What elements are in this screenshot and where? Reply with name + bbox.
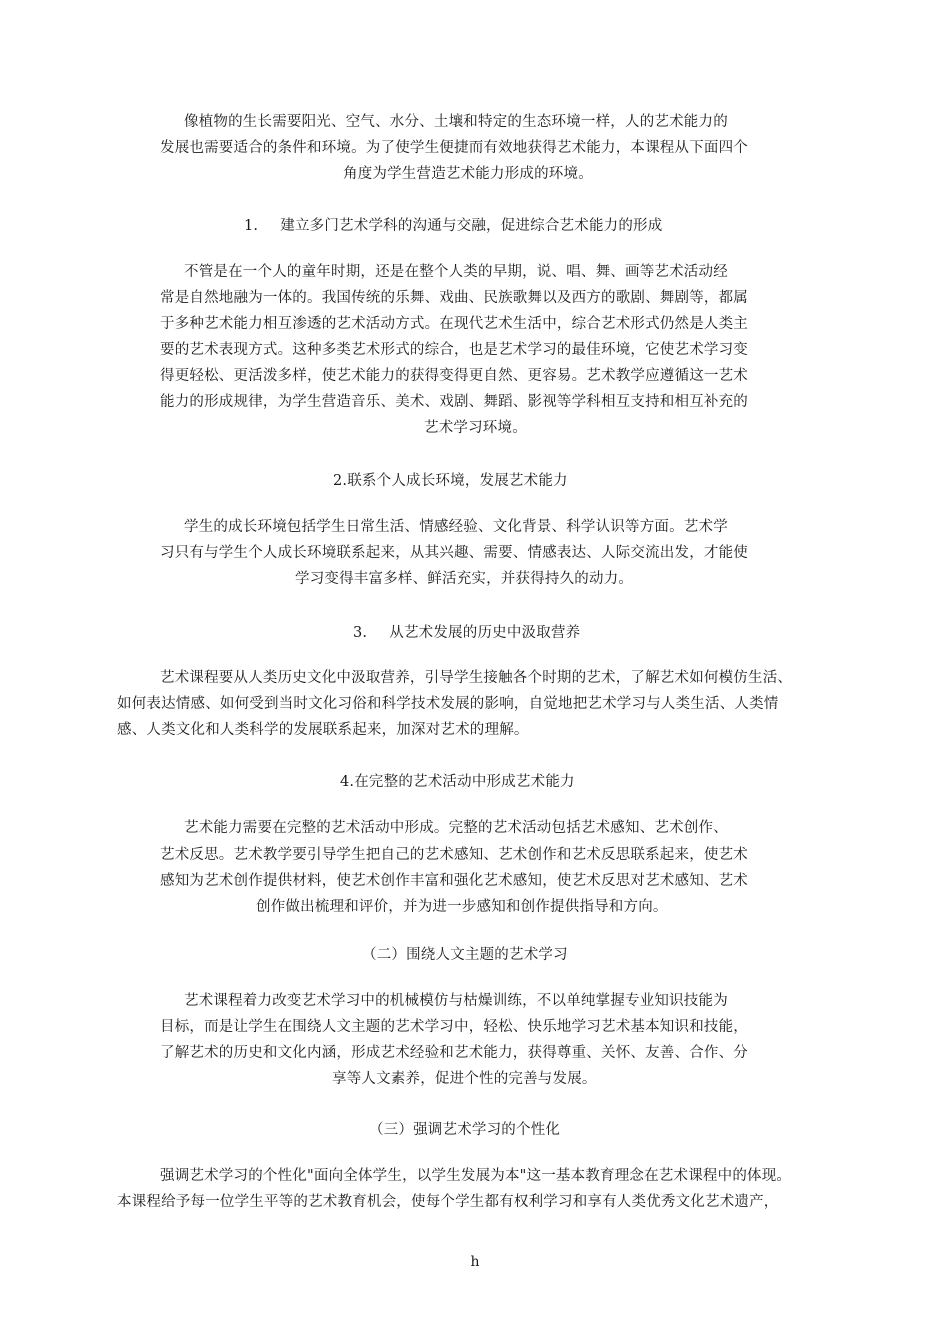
heading-1-number: 1. [244, 218, 259, 234]
para-2-line-2: 习只有与学生个人成长环境联系起来，从其兴趣、需要、情感表达、人际交流出发，才能使 [160, 545, 748, 561]
heading-5: （二）围绕人文主题的艺术学习 [362, 947, 568, 963]
para-6-line-1: 强调艺术学习的个性化"面向全体学生，以学生发展为本"这一基本教育理念在艺术课程中的体现。 [160, 1168, 792, 1184]
para-4-line-2: 艺术反思。艺术教学要引导学生把自己的艺术感知、艺术创作和艺术反思联系起来，使艺术 [160, 847, 748, 863]
para-2-line-3: 学习变得丰富多样、鲜活充实，并获得持久的动力。 [295, 571, 634, 587]
para-1-line-5: 得更轻松、更活泼多样，使艺术能力的获得变得更自然、更容易。艺术教学应遵循这一艺术 [160, 368, 748, 384]
para-6-line-2: 本课程给予每一位学生平等的艺术教育机会，使每个学生都有权利学习和享有人类优秀文化艺术遗产， [117, 1194, 779, 1210]
heading-3-number: 3. [353, 625, 368, 641]
para-4-line-3: 感知为艺术创作提供材料，使艺术创作丰富和强化艺术感知，使艺术反思对艺术感知、艺术 [160, 873, 748, 889]
para-1-line-4: 要的艺术表现方式。这种多类艺术形式的综合，也是艺术学习的最佳环境，它使艺术学习变 [160, 342, 748, 358]
heading-3-text: 从艺术发展的历史中汲取营养 [389, 625, 581, 641]
intro-line-3: 角度为学生营造艺术能力形成的环境。 [343, 166, 593, 182]
para-5-line-1: 艺术课程着力改变艺术学习中的机械模仿与枯燥训练，不以单纯掌握专业知识技能为 [184, 993, 728, 1009]
para-5-line-3: 了解艺术的历史和文化内涵，形成艺术经验和艺术能力，获得尊重、关怀、友善、合作、分 [160, 1045, 748, 1061]
heading-2: 2.联系个人成长环境，发展艺术能力 [333, 473, 568, 489]
para-3-line-1: 艺术课程要从人类历史文化中汲取营养，引导学生接触各个时期的艺术，了解艺术如何模仿生活、 [160, 670, 793, 686]
para-2-line-1: 学生的成长环境包括学生日常生活、情感经验、文化背景、科学认识等方面。艺术学 [184, 519, 728, 535]
para-1-line-2: 常是自然地融为一体的。我国传统的乐舞、戏曲、民族歌舞以及西方的歌剧、舞剧等，都属 [160, 290, 748, 306]
heading-1-text: 建立多门艺术学科的沟通与交融，促进综合艺术能力的形成 [280, 218, 663, 234]
intro-line-2: 发展也需要适合的条件和环境。为了使学生便捷而有效地获得艺术能力，本课程从下面四个 [160, 140, 748, 156]
para-1-line-7: 艺术学习环境。 [424, 420, 527, 436]
para-4-line-4: 创作做出梳理和评价，并为进一步感知和创作提供指导和方向。 [256, 899, 668, 915]
para-1-line-3: 于多种艺术能力相互渗透的艺术活动方式。在现代艺术生活中，综合艺术形式仍然是人类主 [160, 316, 748, 332]
page-footer: h [470, 1254, 480, 1270]
para-4-line-1: 艺术能力需要在完整的艺术活动中形成。完整的艺术活动包括艺术感知、艺术创作、 [184, 820, 728, 836]
heading-6: （三）强调艺术学习的个性化 [369, 1122, 561, 1138]
intro-line-1: 像植物的生长需要阳光、空气、水分、土壤和特定的生态环境一样，人的艺术能力的 [184, 114, 728, 130]
para-1-line-6: 能力的形成规律，为学生营造音乐、美术、戏剧、舞蹈、影视等学科相互支持和相互补充的 [160, 394, 748, 410]
para-3-line-3: 感、人类文化和人类科学的发展联系起来，加深对艺术的理解。 [117, 722, 529, 738]
para-3-line-2: 如何表达情感、如何受到当时文化习俗和科学技术发展的影响，自觉地把艺术学习与人类生活、人类情 [117, 696, 779, 712]
para-5-line-2: 目标，而是让学生在围绕人文主题的艺术学习中，轻松、快乐地学习艺术基本知识和技能， [160, 1019, 748, 1035]
para-5-line-4: 享等人文素养，促进个性的完善与发展。 [332, 1071, 597, 1087]
heading-4: 4.在完整的艺术活动中形成艺术能力 [340, 774, 575, 790]
heading-3 [353, 623, 580, 643]
para-1-line-1: 不管是在一个人的童年时期，还是在整个人类的早期，说、唱、舞、画等艺术活动经 [184, 264, 728, 280]
heading-1 [244, 216, 662, 236]
